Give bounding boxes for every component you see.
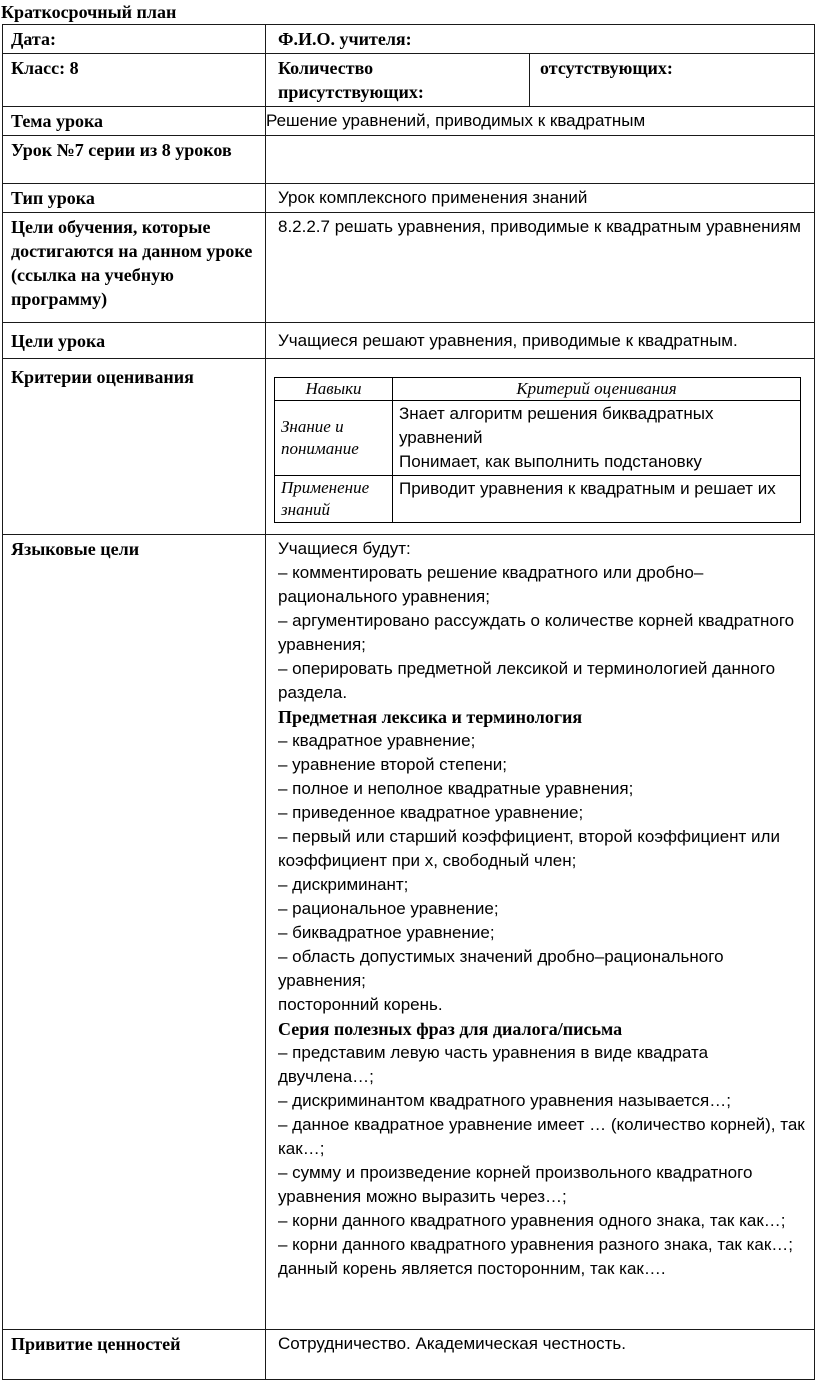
language-goal-item: – оперировать предметной лексикой и терминологией данного раздела.	[278, 659, 776, 702]
criteria-header-criterion: Критерий оценивания	[393, 378, 801, 401]
criteria-skill-application: Применение знаний	[275, 476, 393, 523]
lesson-plan-table	[2, 24, 815, 1380]
phrase-item: – представим левую часть уравнения в виде квадрата двучлена…;	[278, 1043, 709, 1086]
phrase-item: – корни данного квадратного уравнения одного знака, так как…;	[278, 1211, 786, 1230]
absent-count-label: отсутствующих:	[530, 54, 815, 107]
criteria-item: Понимает, как выполнить подстановку	[399, 452, 702, 471]
lesson-goals-label: Цели урока	[3, 323, 266, 359]
language-goal-item: – комментировать решение квадратного или дробно–рационального уравнения;	[278, 563, 704, 606]
learning-goals-value: 8.2.2.7 решать уравнения, приводимые к квадратным уравнениям	[266, 213, 815, 323]
vocabulary-item: – рациональное уравнение;	[278, 899, 499, 918]
language-goals-cell	[266, 535, 815, 1330]
criteria-table	[274, 377, 801, 523]
criteria-cell	[266, 359, 815, 535]
topic-label: Тема урока	[3, 107, 266, 136]
phrase-item: данный корень является посторонним, так как….	[278, 1259, 666, 1278]
language-goal-item: – аргументировано рассуждать о количестве корней квадратного уравнения;	[278, 611, 795, 654]
class-label: Класс: 8	[3, 54, 266, 107]
vocabulary-item: – полное и неполное квадратные уравнения;	[278, 779, 634, 798]
lesson-goals-value: Учащиеся решают уравнения, приводимые к квадратным.	[266, 323, 815, 359]
language-goals-label: Языковые цели	[3, 535, 266, 1330]
criteria-label: Критерии оценивания	[3, 359, 266, 535]
vocabulary-item: – область допустимых значений дробно–рационального уравнения;	[278, 947, 724, 990]
vocabulary-item: – дискриминант;	[278, 875, 409, 894]
criteria-header-skills: Навыки	[275, 378, 393, 401]
vocabulary-item: – первый или старший коэффициент, второй коэффициент или коэффициент при x, свободный член;	[278, 827, 780, 870]
criteria-skill-knowledge: Знание и понимание	[275, 401, 393, 476]
phrase-item: – данное квадратное уравнение имеет … (количество корней), так как…;	[278, 1115, 805, 1158]
language-goals-intro: Учащиеся будут:	[278, 539, 411, 558]
criteria-item: Знает алгоритм решения биквадратных уравнений	[399, 404, 714, 447]
document-title: Краткосрочный план	[1, 2, 177, 22]
lesson-number-label: Урок №7 серии из 8 уроков	[3, 136, 266, 184]
lesson-type-value: Урок комплексного применения знаний	[266, 184, 815, 213]
vocabulary-item: – квадратное уравнение;	[278, 731, 476, 750]
phrase-item: – дискриминантом квадратного уравнения называется…;	[278, 1091, 731, 1110]
teacher-label: Ф.И.О. учителя:	[266, 25, 815, 54]
phrase-item: – корни данного квадратного уравнения разного знака, так как…;	[278, 1235, 794, 1254]
learning-goals-label: Цели обучения, которые достигаются на данном уроке (ссылка на учебную программу)	[3, 213, 266, 323]
present-count-label: Количество присутствующих:	[266, 54, 530, 107]
topic-value: Решение уравнений, приводимых к квадратным	[266, 107, 815, 136]
vocabulary-item: – биквадратное уравнение;	[278, 923, 495, 942]
criteria-item: Приводит уравнения к квадратным и решает их	[399, 479, 776, 498]
vocabulary-item: – уравнение второй степени;	[278, 755, 507, 774]
vocabulary-item: посторонний корень.	[278, 995, 443, 1014]
values-label: Привитие ценностей	[3, 1330, 266, 1380]
lesson-number-value	[266, 136, 815, 184]
lesson-type-label: Тип урока	[3, 184, 266, 213]
vocabulary-item: – приведенное квадратное уравнение;	[278, 803, 584, 822]
date-label: Дата:	[3, 25, 266, 54]
phrases-heading: Серия полезных фраз для диалога/письма	[278, 1019, 623, 1039]
values-value: Сотрудничество. Академическая честность.	[266, 1330, 815, 1380]
vocabulary-heading: Предметная лексика и терминология	[278, 707, 583, 727]
phrase-item: – сумму и произведение корней произвольного квадратного уравнения можно выразить через…;	[278, 1163, 753, 1206]
